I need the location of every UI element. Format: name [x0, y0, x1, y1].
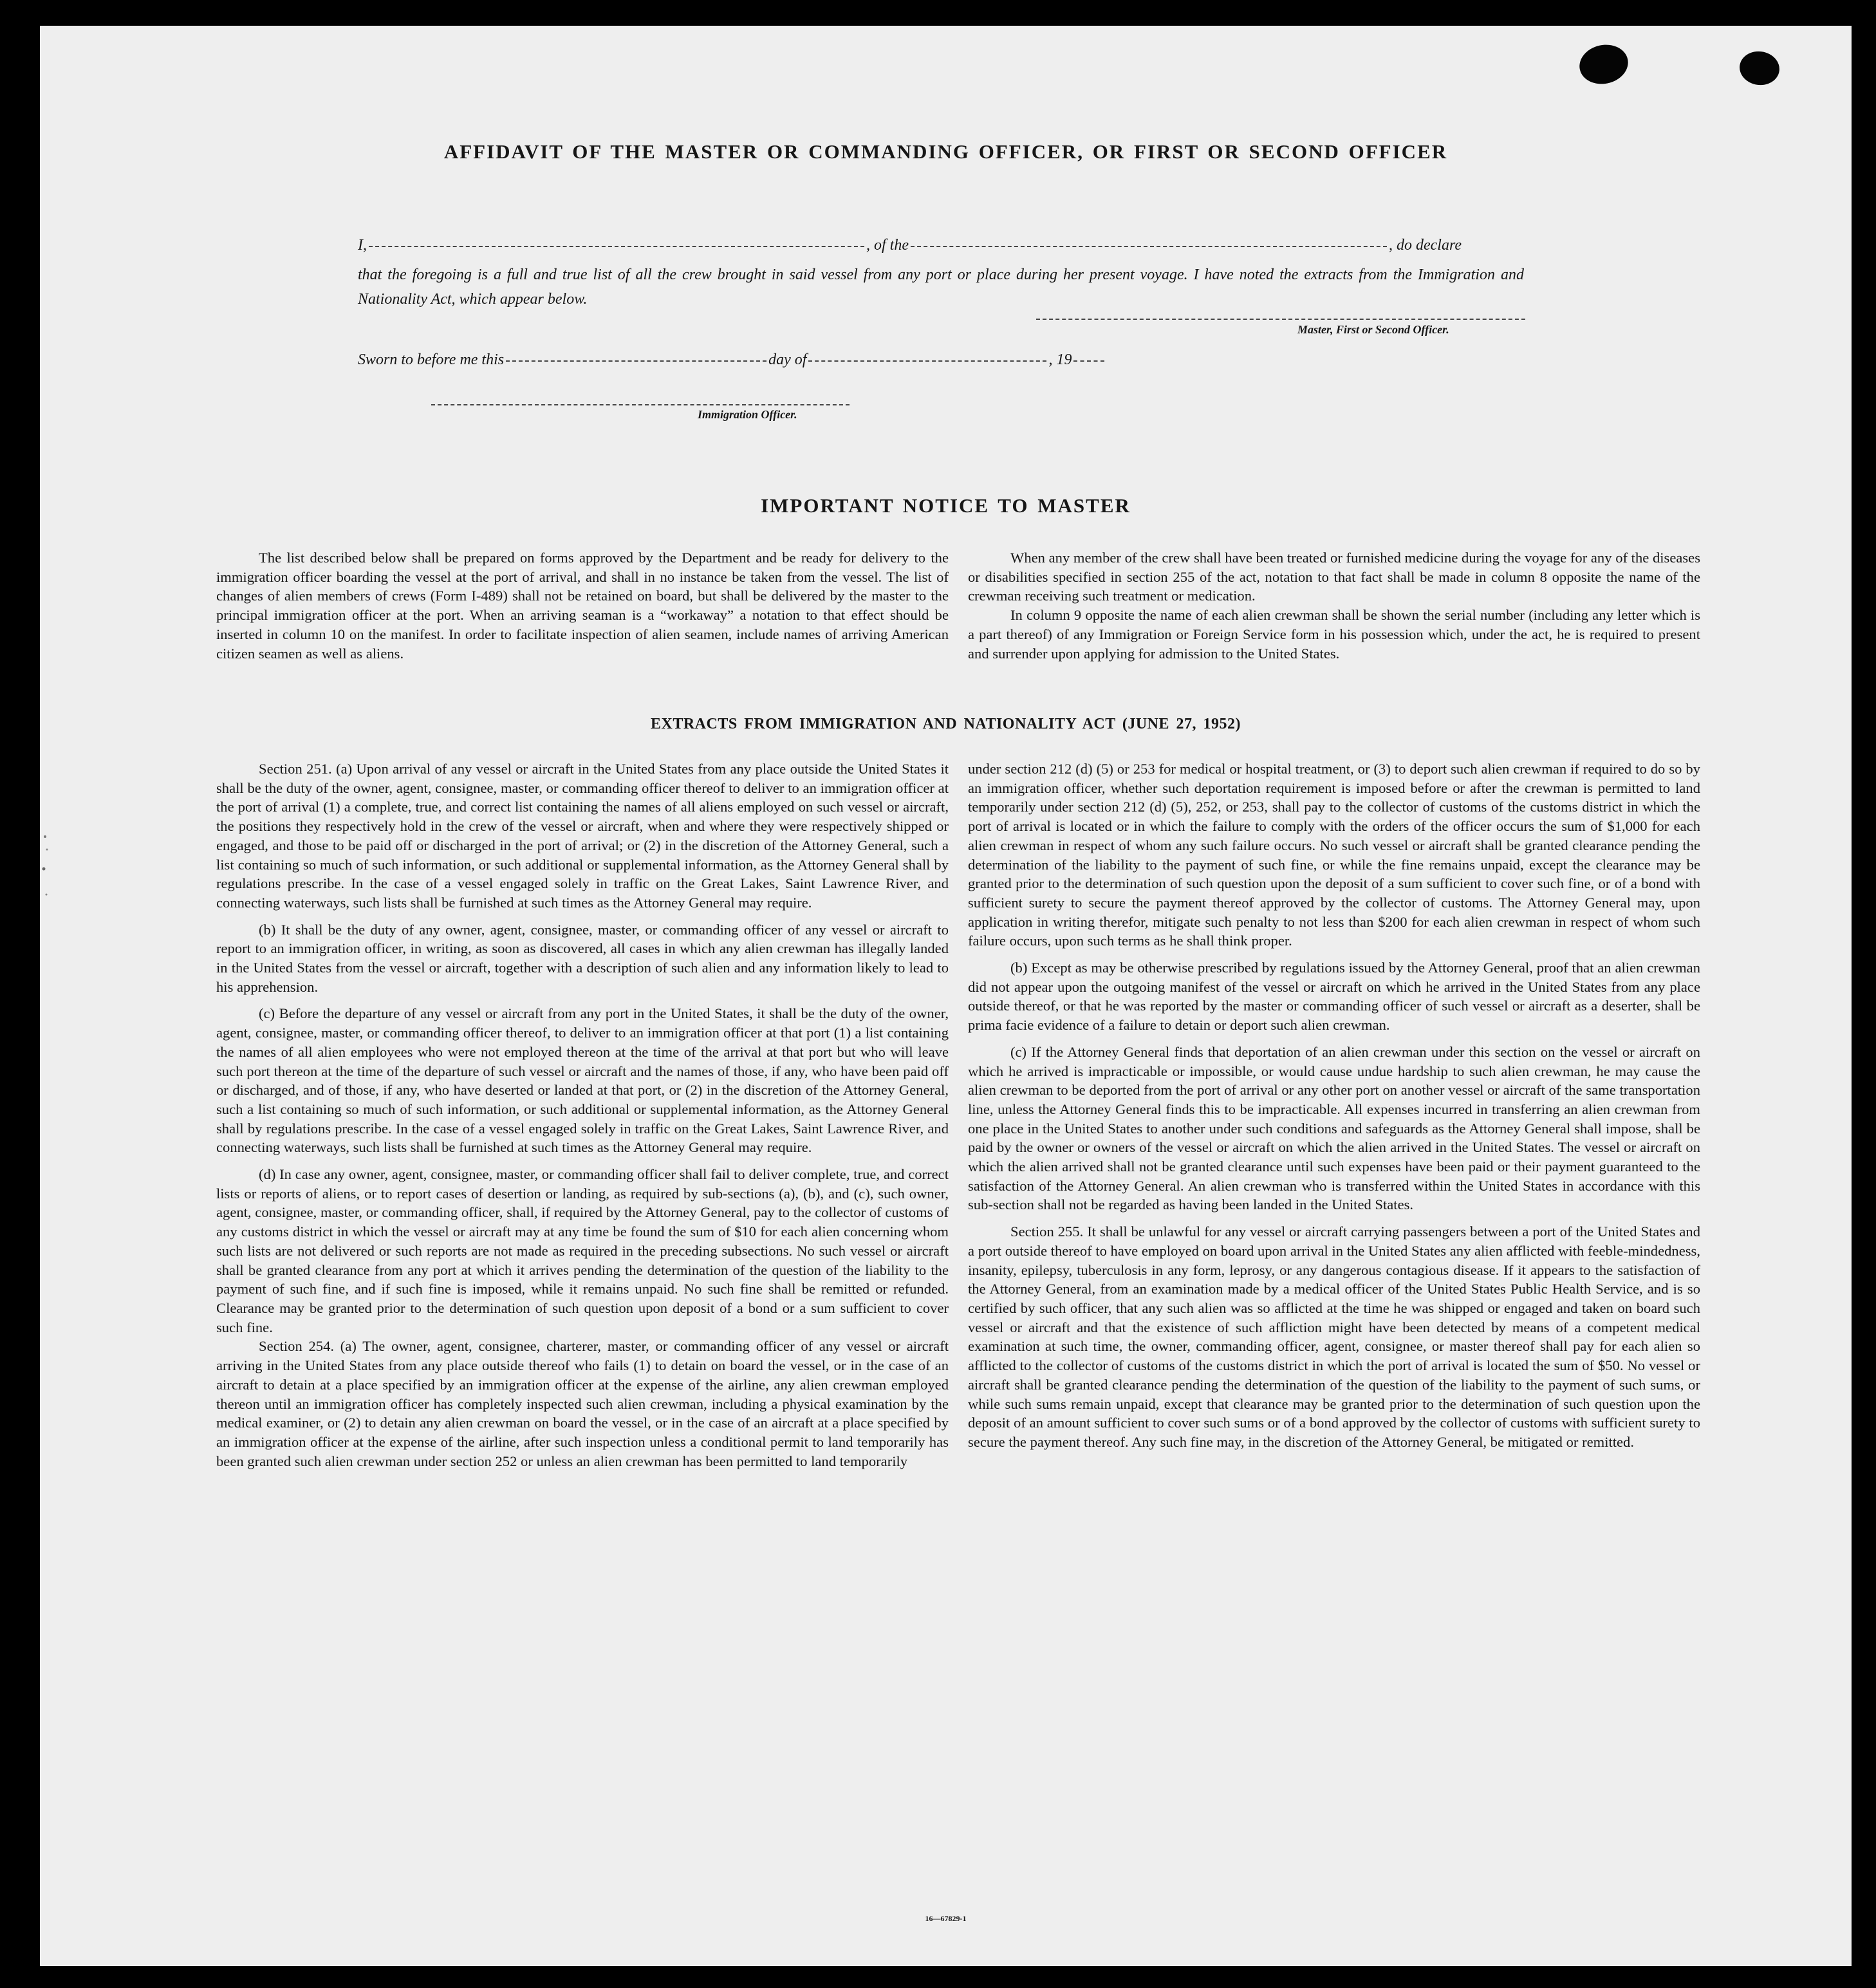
punch-hole: [1576, 41, 1632, 88]
sworn-prefix: Sworn to before me this: [358, 351, 505, 368]
declaration-line: [358, 237, 1524, 254]
declaration-text: that the foregoing is a full and true list of all the crew brought in said vessel from any port or place during her present voyage. I have noted the extracts from the Immigration and Nationality Act, which appear below.: [358, 266, 1524, 308]
declaration-of-the: , of the: [866, 237, 909, 254]
extracts-right-column: [968, 759, 1700, 1452]
notice-right-paragraph: When any member of the crew shall have been treated or furnished medicine during the voyage for any of the diseases or disabilities specified in section 255 of the act, notation to that fact shall be made in column 8 opposite the name of the crewman receiving such treatment or medication.: [968, 550, 1700, 604]
master-signature-label: Master, First or Second Officer.: [1297, 323, 1449, 336]
sworn-year: , 19: [1048, 351, 1072, 368]
affidavit-title: AFFIDAVIT OF THE MASTER OR COMMANDING OFFICER, OR FIRST OR SECOND OFFICER: [443, 140, 1448, 163]
notice-title: IMPORTANT NOTICE TO MASTER: [761, 494, 1131, 517]
declaration-i: I,: [358, 237, 367, 254]
section-paragraph: (b) It shall be the duty of any owner, agent, consignee, master, or commanding officer of any vessel or aircraft to report to an immigration officer, in writing, as soon as discovered, all cases in which any alien crewman has illegally landed in the United States from the vessel or aircraft, together with a description of such alien and any information likely to lead to his apprehension.: [216, 921, 949, 995]
sworn-line: [358, 351, 1194, 369]
notice-right-column: [968, 548, 1700, 663]
notice-left-paragraph: The list described below shall be prepared on forms approved by the Department and be ready for delivery to the immigration officer boarding the vessel at the port of arrival, and shall in no instance be taken from the vessel. The list of changes of alien members of crews (Form I-489) shall not be retained on board, but shall be delivered by the master to the principal immigration officer at the port. When an arriving seaman is a “workaway” a notation to that effect should be inserted in column 10 on the manifest. In order to facilitate inspection of alien seamen, include names of arriving American citizen seamen as well as aliens.: [216, 550, 949, 662]
notice-left-column: [216, 548, 949, 663]
year-blank[interactable]: [1073, 360, 1104, 362]
vessel-blank[interactable]: [911, 246, 1387, 247]
document-page: [40, 26, 1852, 1966]
section-paragraph: Section 255. It shall be unlawful for any vessel or aircraft carrying passengers between a port of the United States and a port outside thereof to have employed on board upon arrival in the United States any alien afflicted with feeble-mindedness, insanity, epilepsy, tuberculosis in any form, leprosy, or any dangerous contagious disease. If it appears to the satisfaction of the Attorney General, from an examination made by a medical officer of the United States Public Health Service, and is so certified by such officer, that any such alien was so afflicted at the time he was shipped or engaged and taken on board such vessel or aircraft and that the existence of such affliction might have been detected by means of a competent medical examination at such time, the owner, commanding officer, agent, consignee, or master thereof shall pay for each alien so afflicted to the collector of customs of the customs district in which the port of arrival is located the sum of $50. No vessel or aircraft shall be granted clearance pending the determination of the question of the liability to the payment of such sums, or while such sums remain unpaid, except that clearance may be granted prior to the determination of such question upon the deposit of an amount sufficient to cover such sums or of a bond approved by the collector of customs with sufficient surety to secure the payment thereof. Any such fine may, in the discretion of the Attorney General, be mitigated or remitted.: [968, 1223, 1700, 1450]
section-paragraph: Section 251. (a) Upon arrival of any vessel or aircraft in the United States from any place outside the United States it shall be the duty of the owner, agent, consignee, master, or commanding officer thereof to deliver to an immigration officer at the port of arrival (1) a complete, true, and correct list containing the names of all aliens employed on such vessel or aircraft, the positions they respectively hold in the crew of the vessel or aircraft, when and where they were respectively shipped or engaged, and those to be paid off or discharged in the port of arrival; or (2) in the discretion of the Attorney General, such a list containing so much of such information, or such additional or supplemental information, as the Attorney General shall by regulations prescribe. In the case of a vessel engaged solely in traffic on the Great Lakes, Saint Lawrence River, and connecting waterways, such lists shall be furnished at such times as the Attorney General may require.: [216, 761, 949, 911]
name-blank[interactable]: [369, 246, 864, 247]
section-paragraph: (d) In case any owner, agent, consignee, master, or commanding officer shall fail to deliver complete, true, and correct lists or reports of aliens, or to report cases of desertion or landing, as required by sub-sections (a), (b), and (c), such owner, agent, consignee, master, or commanding officer, shall, if required by the Attorney General, pay to the collector of customs of any customs district in which the vessel or aircraft may at any time be found the sum of $10 for each alien concerning whom such lists are not delivered or such reports are not made as required in the preceding subsections. No such vessel or aircraft shall be granted clearance from any port at which it arrives pending the determination of the question of the liability to the payment of such fine, and if such fine is imposed, while it remains unpaid. No such fine shall be remitted or refunded. Clearance may be granted prior to the determination of such question upon deposit of a bond or a sum sufficient to cover such fine.: [216, 1166, 949, 1335]
section-paragraph: under section 212 (d) (5) or 253 for medical or hospital treatment, or (3) to deport such alien crewman if required to do so by an immigration officer, whether such deportation requirement is imposed before or after the crewman is permitted to land temporarily under section 212 (d) (5), 252, or 253, shall pay to the collector of customs of the customs district in which the port of arrival is located or in which the failure to comply with the orders of the officer occurs the sum of $1,000 for each alien crewman in respect of whom any such failure occurs. No such vessel or aircraft shall be granted clearance pending the determination of the liability to the payment of such fine, or while the fine remains unpaid, except the clearance may be granted prior to the determination of such question upon the deposit of a sum sufficient to cover such fine, or of a bond with sufficient surety to secure the payment thereof approved by the collector of customs. The Attorney General may, upon application in writing therefor, mitigate such penalty to not less than $200 for each alien crewman in respect of whom such failure occurs, upon such terms as he shall think proper.: [968, 761, 1700, 949]
day-blank[interactable]: [506, 360, 766, 362]
scan-specks: [40, 824, 53, 927]
sworn-day-of: day of: [768, 351, 807, 368]
form-code: 16—67829-1: [925, 1914, 967, 1923]
punch-hole: [1738, 49, 1782, 88]
officer-signature-label: Immigration Officer.: [698, 408, 797, 421]
month-blank[interactable]: [808, 360, 1046, 362]
section-paragraph: (c) If the Attorney General finds that deportation of an alien crewman under this section on the vessel or aircraft on which he arrived is impracticable or impossible, or would cause undue hardship to such alien crewman, he may cause the alien crewman to be deported from the port of arrival or any other port on another vessel or aircraft of the same transportation line, unless the Attorney General finds this to be impracticable. All expenses incurred in transferring an alien crewman from one place in the United States to another under such conditions and safeguards as the Attorney General shall impose, shall be paid by the owner or owners of the vessel or aircraft on which the alien arrived in the United States. The vessel or aircraft on which the alien arrived shall not be granted clearance until such expenses have been paid or their payment guaranteed to the satisfaction of the Attorney General. An alien crewman who is transferred within the United States in accordance with this sub-section shall not be regarded as having been landed in the United States.: [968, 1043, 1700, 1213]
section-paragraph: (b) Except as may be otherwise prescribed by regulations issued by the Attorney General, proof that an alien crewman did not appear upon the outgoing manifest of the vessel or aircraft on which he arrived in the United States from any place outside thereof, or that he was reported by the master or commanding officer of such vessel or aircraft as a deserter, shall be prima facie evidence of a failure to detain or deport such alien crewman.: [968, 960, 1700, 1034]
extracts-title: EXTRACTS FROM IMMIGRATION AND NATIONALITY ACT (JUNE 27, 1952): [651, 716, 1241, 732]
master-signature-line[interactable]: [1036, 319, 1525, 320]
extracts-left-column: [216, 759, 949, 1471]
declaration-do-declare: , do declare: [1389, 237, 1462, 254]
section-paragraph: (c) Before the departure of any vessel or aircraft from any port in the United States, it shall be the duty of the owner, agent, consignee, master, or commanding officer thereof, to deliver to an immigration officer at that port (1) a list containing the names of all alien employees who were not employed thereon at the time of the arrival at that port but who will leave such port thereon at the time of the departure of such vessel or aircraft and the names of those, if any, who have been paid off or discharged, and of those, if any, who have deserted or landed at that port, or (2) in the discretion of the Attorney General, such a list containing so much of such information, or such additional or supplemental information, as the Attorney General shall by regulations prescribe. In the case of a vessel engaged solely in traffic on the Great Lakes, Saint Lawrence River, and connecting waterways, such lists shall be furnished at such times as the Attorney General may require.: [216, 1005, 949, 1156]
notice-right-paragraph: In column 9 opposite the name of each alien crewman shall be shown the serial number (including any letter which is a part thereof) of any Immigration or Foreign Service form in his possession which, under the act, he is required to present and surrender upon applying for admission to the United States.: [968, 607, 1700, 662]
section-paragraph: Section 254. (a) The owner, agent, consignee, charterer, master, or commanding officer of any vessel or aircraft arriving in the United States from any place outside thereof who fails (1) to detain on board the vessel, or in the case of an aircraft to detain at a place specified by an immigration officer at the expense of the airline, any alien crewman employed thereon until an immigration officer has completely inspected such alien crewman, including a physical examination by the medical examiner, or (2) to detain any alien crewman on board the vessel, or in the case of an aircraft at a place specified by an immigration officer at the expense of the airline, after such inspection unless a conditional permit to land temporarily has been granted such alien crewman under section 252 or unless an alien crewman has been permitted to land temporarily: [216, 1338, 949, 1469]
officer-signature-line[interactable]: [431, 404, 850, 405]
